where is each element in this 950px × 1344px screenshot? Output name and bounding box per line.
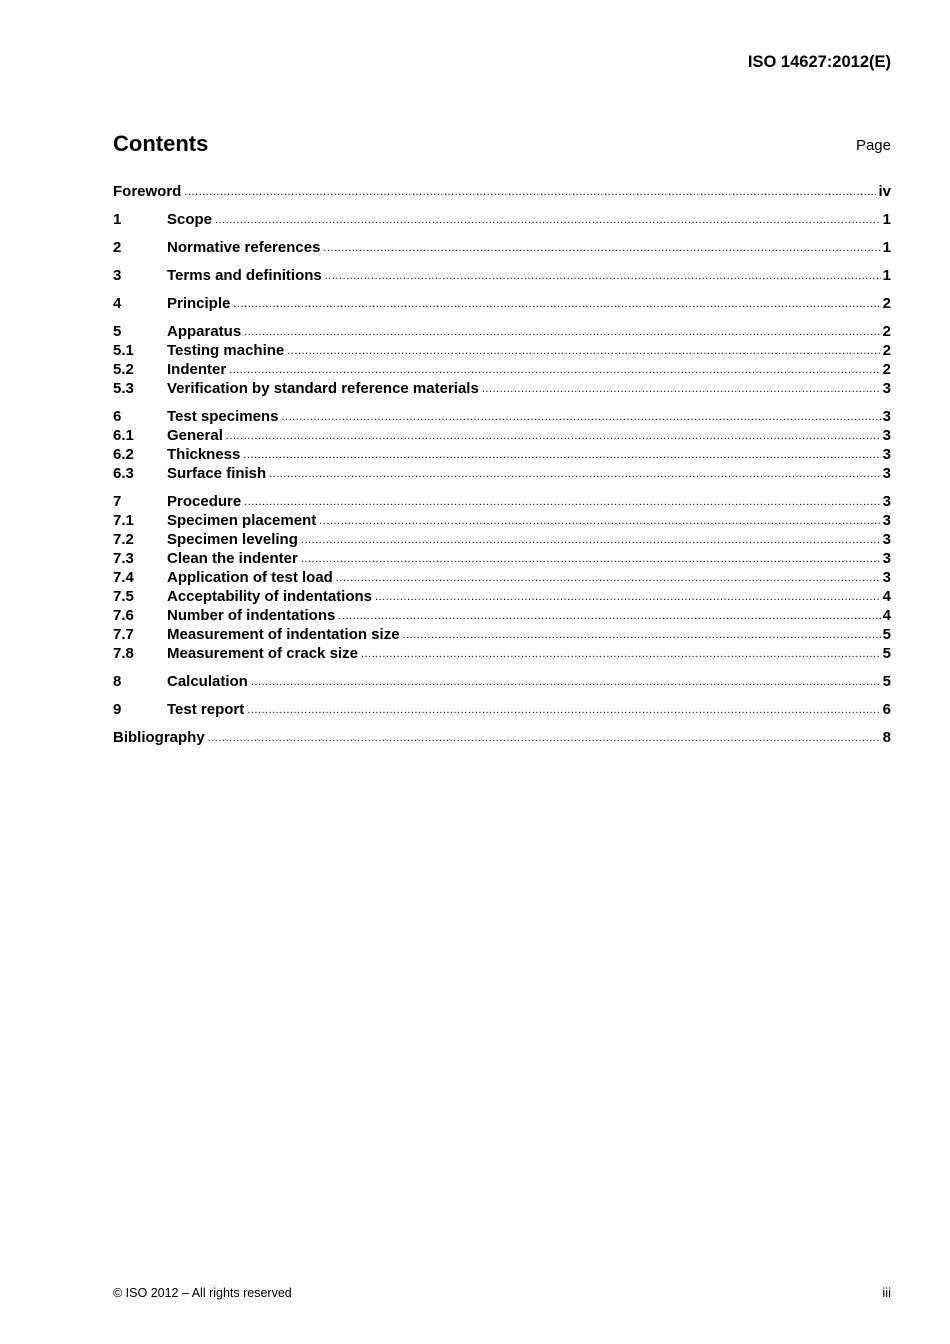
footer-page-number: iii [882, 1285, 891, 1300]
toc-entry[interactable] [113, 672, 891, 691]
toc-entry-number: 5.3 [113, 380, 134, 397]
toc-entry-page: 3 [882, 380, 891, 397]
toc-entry-number: 1 [113, 211, 122, 228]
toc-entry[interactable] [113, 407, 891, 426]
toc-entry-number: 7.5 [113, 588, 134, 605]
toc-dot-leader [325, 267, 881, 286]
toc-entry-title: Specimen placement [167, 512, 317, 529]
toc-dot-leader [482, 380, 881, 399]
toc-entry[interactable] [113, 445, 891, 464]
toc-entry-page: iv [878, 183, 891, 200]
toc-entry[interactable] [113, 728, 891, 747]
toc-entry[interactable] [113, 322, 891, 341]
toc-entry-page: 2 [882, 295, 891, 312]
toc-entry-title: Test specimens [167, 408, 279, 425]
toc-entry-number: 7 [113, 493, 122, 510]
toc-entry-page: 1 [882, 239, 891, 256]
toc-entry-title: Foreword [113, 183, 182, 200]
toc-entry-title: Scope [167, 211, 213, 228]
toc-entry-page: 3 [882, 465, 891, 482]
toc-dot-leader [375, 588, 881, 607]
toc-entry-page: 2 [882, 342, 891, 359]
toc-entry[interactable] [113, 700, 891, 719]
toc-entry[interactable] [113, 294, 891, 313]
toc-entry-page: 3 [882, 550, 891, 567]
toc-dot-leader [208, 729, 881, 748]
document-id: ISO 14627:2012(E) [747, 53, 891, 71]
toc-entry-page: 2 [882, 323, 891, 340]
toc-entry-page: 3 [882, 427, 891, 444]
toc-dot-leader [233, 295, 880, 314]
toc-entry-number: 8 [113, 673, 122, 690]
toc-dot-leader [281, 408, 880, 427]
page-column-label: Page [855, 137, 891, 154]
toc-entry-page: 5 [882, 645, 891, 662]
toc-entry-title: Test report [167, 701, 245, 718]
toc-entry-title: Number of indentations [167, 607, 336, 624]
toc-dot-leader [184, 183, 876, 202]
toc-dot-leader [361, 645, 881, 664]
toc-entry[interactable] [113, 568, 891, 587]
toc-entry-title: Application of test load [167, 569, 333, 586]
toc-entry-title: Normative references [167, 239, 321, 256]
toc-entry-page: 3 [882, 531, 891, 548]
toc-entry[interactable] [113, 511, 891, 530]
contents-heading: Contents [113, 131, 209, 156]
toc-entry-title: Measurement of indentation size [167, 626, 400, 643]
toc-entry-page: 6 [882, 701, 891, 718]
toc-entry[interactable] [113, 492, 891, 511]
toc-entry-number: 7.3 [113, 550, 134, 567]
toc-entry-page: 5 [882, 626, 891, 643]
toc-entry-title: Verification by standard reference materials [167, 380, 479, 397]
toc-dot-leader [229, 361, 880, 380]
toc-dot-leader [336, 569, 881, 588]
toc-entry-page: 4 [882, 588, 891, 605]
toc-entry-page: 3 [882, 569, 891, 586]
toc-entry-number: 7.1 [113, 512, 134, 529]
toc-entry-number: 5.2 [113, 361, 134, 378]
toc-entry-title: Surface finish [167, 465, 267, 482]
toc-dot-leader [323, 239, 880, 258]
toc-entry-title: Testing machine [167, 342, 285, 359]
toc-dot-leader [269, 465, 880, 484]
toc-entry-title: Measurement of crack size [167, 645, 358, 662]
toc-entry-title: Bibliography [113, 729, 205, 746]
toc-dot-leader [319, 512, 880, 531]
toc-dot-leader [244, 493, 880, 512]
toc-entry-number: 7.4 [113, 569, 134, 586]
toc-dot-leader [338, 607, 880, 626]
toc-dot-leader [226, 427, 881, 446]
toc-entry-number: 6.1 [113, 427, 134, 444]
toc-entry-title: Clean the indenter [167, 550, 298, 567]
toc-entry-title: Terms and definitions [167, 267, 322, 284]
toc-entry-title: Procedure [167, 493, 242, 510]
toc-entry-page: 5 [882, 673, 891, 690]
toc-entry-title: General [167, 427, 223, 444]
toc-entry[interactable] [113, 587, 891, 606]
toc-entry[interactable] [113, 606, 891, 625]
toc-dot-leader [287, 342, 880, 361]
toc-entry-page: 4 [882, 607, 891, 624]
toc-dot-leader [403, 626, 881, 645]
toc-entry[interactable] [113, 464, 891, 483]
toc-entry-page: 3 [882, 408, 891, 425]
toc-entry[interactable] [113, 360, 891, 379]
toc-entry-number: 7.7 [113, 626, 134, 643]
toc-entry[interactable] [113, 625, 891, 644]
toc-entry-title: Principle [167, 295, 231, 312]
toc-entry-title: Calculation [167, 673, 248, 690]
toc-entry-page: 1 [882, 211, 891, 228]
toc-entry[interactable] [113, 266, 891, 285]
toc-dot-leader [247, 701, 880, 720]
toc-entry-title: Acceptability of indentations [167, 588, 373, 605]
toc-entry-page: 2 [882, 361, 891, 378]
toc-entry[interactable] [113, 341, 891, 360]
toc-entry-number: 4 [113, 295, 122, 312]
toc-entry-title: Indenter [167, 361, 227, 378]
toc-entry-page: 3 [882, 493, 891, 510]
toc-entry[interactable] [113, 644, 891, 663]
toc-dot-leader [243, 446, 880, 465]
toc-entry[interactable] [113, 238, 891, 257]
toc-dot-leader [301, 550, 881, 569]
toc-entry-number: 5 [113, 323, 122, 340]
toc-entry-number: 3 [113, 267, 122, 284]
toc-entry-number: 5.1 [113, 342, 134, 359]
toc-entry-title: Apparatus [167, 323, 242, 340]
toc-entry-page: 3 [882, 512, 891, 529]
toc-entry[interactable] [113, 549, 891, 568]
table-of-contents [113, 182, 891, 747]
toc-entry-title: Thickness [167, 446, 241, 463]
toc-dot-leader [244, 323, 880, 342]
toc-entry[interactable] [113, 530, 891, 549]
toc-entry-number: 6 [113, 408, 122, 425]
toc-entry-number: 7.8 [113, 645, 134, 662]
toc-entry[interactable] [113, 379, 891, 398]
toc-entry-page: 3 [882, 446, 891, 463]
toc-entry-number: 7.2 [113, 531, 134, 548]
toc-entry-number: 6.3 [113, 465, 134, 482]
toc-entry[interactable] [113, 426, 891, 445]
toc-entry-number: 7.6 [113, 607, 134, 624]
toc-entry-page: 1 [882, 267, 891, 284]
toc-entry-number: 9 [113, 701, 122, 718]
toc-entry[interactable] [113, 182, 891, 201]
toc-entry-number: 6.2 [113, 446, 134, 463]
toc-entry-page: 8 [882, 729, 891, 746]
toc-dot-leader [251, 673, 881, 692]
footer-copyright: © ISO 2012 – All rights reserved [113, 1286, 292, 1300]
toc-dot-leader [215, 211, 881, 230]
toc-entry[interactable] [113, 210, 891, 229]
toc-entry-title: Specimen leveling [167, 531, 298, 548]
toc-dot-leader [301, 531, 881, 550]
toc-entry-number: 2 [113, 239, 122, 256]
